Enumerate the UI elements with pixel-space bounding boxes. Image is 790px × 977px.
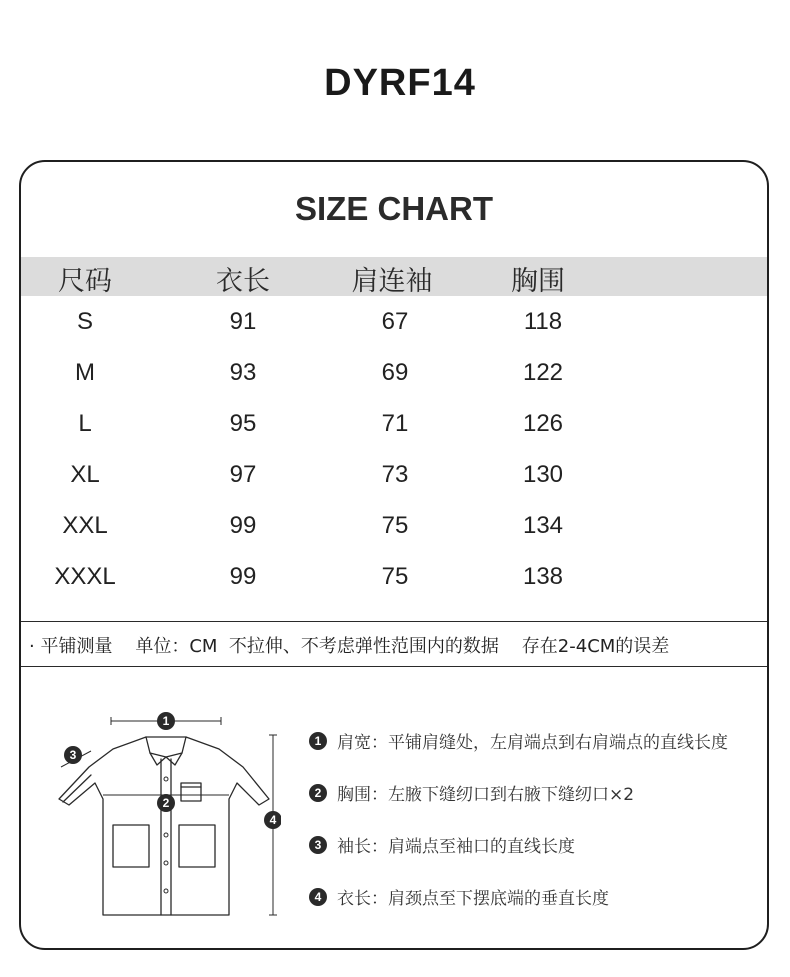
cell-sleeve: 73 <box>381 461 409 488</box>
note-method: · 平铺测量 <box>29 636 113 657</box>
legend-item-length: 4 衣长：肩颈点至下摆底端的垂直长度 <box>309 884 609 909</box>
number-4-icon: 4 <box>309 888 327 906</box>
cell-length: 95 <box>229 410 257 437</box>
cell-length: 97 <box>229 461 257 488</box>
svg-text:2: 2 <box>162 796 170 810</box>
cell-size: XXXL <box>54 563 116 590</box>
cell-chest: 126 <box>522 410 564 437</box>
model-code: DYRF14 <box>324 62 476 104</box>
table-row <box>21 502 767 553</box>
svg-text:4: 4 <box>269 813 277 827</box>
cell-chest: 130 <box>522 461 564 488</box>
cell-sleeve: 75 <box>381 563 409 590</box>
column-header-chest: 胸围 <box>511 266 565 297</box>
cell-length: 99 <box>229 563 257 590</box>
table-row <box>21 451 767 502</box>
table-row <box>21 553 767 604</box>
note-tolerance: 存在2-4CM的误差 <box>521 636 670 657</box>
legend-item-shoulder: 1 肩宽：平铺肩缝处，左肩端点到右肩端点的直线长度 <box>309 728 728 753</box>
cell-size: XL <box>70 461 100 488</box>
table-row <box>21 400 767 451</box>
table-row <box>21 349 767 400</box>
cell-size: L <box>78 410 92 437</box>
cell-sleeve: 75 <box>381 512 409 539</box>
table-row <box>21 298 767 349</box>
cell-length: 93 <box>229 359 257 386</box>
cell-sleeve: 69 <box>381 359 409 386</box>
number-2-icon: 2 <box>309 784 327 802</box>
legend-item-chest: 2 胸围：左腋下缝纫口到右腋下缝纫口×2 <box>309 780 634 805</box>
note-disclaimer: 不拉伸、不考虑弹性范围内的数据 <box>228 636 499 657</box>
cell-chest: 138 <box>522 563 564 590</box>
cell-sleeve: 71 <box>381 410 409 437</box>
cell-size: XXL <box>62 512 108 539</box>
cell-size: M <box>75 359 95 386</box>
cell-chest: 118 <box>523 308 563 335</box>
cell-sleeve: 67 <box>381 308 409 335</box>
cell-length: 99 <box>229 512 257 539</box>
table-header-row <box>21 257 767 296</box>
coat-diagram <box>51 707 281 927</box>
legend-item-sleeve: 3 袖长：肩端点至袖口的直线长度 <box>309 832 575 857</box>
cell-length: 91 <box>229 308 257 335</box>
note-unit: 单位：CM <box>135 636 218 657</box>
cell-chest: 134 <box>522 512 564 539</box>
number-1-icon: 1 <box>309 732 327 750</box>
divider <box>21 621 767 622</box>
chart-title: SIZE CHART <box>295 190 493 227</box>
column-header-sleeve: 肩连袖 <box>351 266 433 297</box>
measurement-note <box>29 632 669 658</box>
coat-outline <box>59 737 269 915</box>
number-3-icon: 3 <box>309 836 327 854</box>
svg-text:3: 3 <box>69 748 77 762</box>
column-header-length: 衣长 <box>216 266 270 297</box>
size-chart-card <box>19 160 769 950</box>
cell-chest: 122 <box>522 359 564 386</box>
divider <box>21 666 767 667</box>
svg-text:1: 1 <box>162 714 170 728</box>
column-header-size: 尺码 <box>58 266 112 297</box>
cell-size: S <box>76 308 94 335</box>
